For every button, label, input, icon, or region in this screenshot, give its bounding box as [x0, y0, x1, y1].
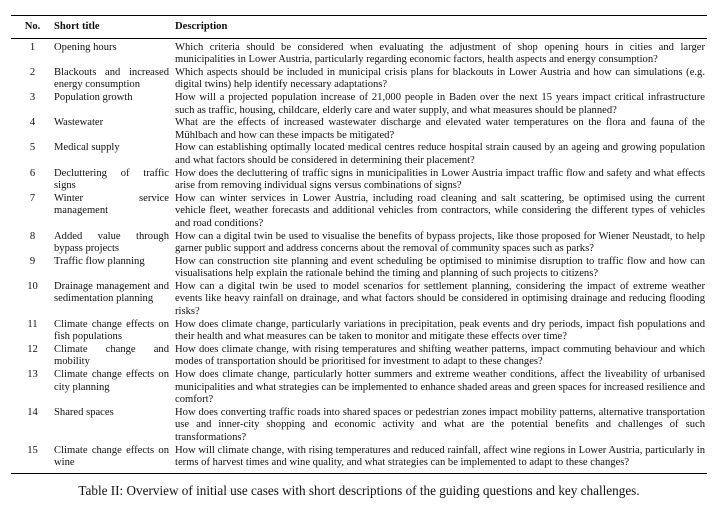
row-number: 8 [29, 230, 36, 242]
table-row [11, 231, 707, 256]
row-description: How can winter services in Lower Austria, including road cleaning and salt scattering, be optimised using the current vehicle fleet, weather forecasts and additional vehicles from contractors, while considering the different types of vehicles and road conditions? [175, 192, 705, 229]
row-short-title: Wastewater [54, 117, 104, 129]
row-short-title: Medical supply [54, 142, 120, 154]
table-row [11, 38, 707, 67]
row-number: 4 [29, 117, 36, 129]
table-row [11, 407, 707, 445]
table-row [11, 256, 707, 281]
table-header [11, 16, 707, 39]
row-description: How can construction site planning and event scheduling be optimised to minimise disruption to traffic flow and how can visualisations help explain the rationale behind the timing and planning of such projects to citizens? [175, 255, 705, 280]
row-number: 12 [27, 343, 38, 355]
row-short-title: Shared spaces [54, 406, 114, 418]
header-no: No. [24, 21, 41, 32]
table-row [11, 369, 707, 407]
table-row [11, 67, 707, 92]
table-row [11, 193, 707, 231]
row-number: 14 [27, 406, 38, 418]
row-short-title: Climate change and mobility [54, 343, 169, 368]
row-short-title: Drainage management and sedimentation planning [54, 280, 169, 305]
row-short-title: Climate change effects on wine [54, 444, 169, 469]
row-description: How does converting traffic roads into shared spaces or pedestrian zones impact mobility patterns, alternative transportation use and inner-city shopping and economic activity and what are the potential benefits and challenges of such transformations? [175, 406, 705, 443]
use-cases-table [11, 15, 707, 474]
row-short-title: Decluttering of traffic signs [54, 167, 169, 192]
row-number: 15 [27, 444, 38, 456]
row-number: 10 [27, 280, 38, 292]
row-description: What are the effects of increased wastewater discharge and elevated water temperatures on the flora and fauna of the Mühlbach and how can these impacts be mitigated? [175, 117, 705, 141]
row-description: How will climate change, with rising temperatures and reduced rainfall, affect wine regions in Lower Austria, particularly in terms of harvest times and wine quality, and what strategies can be implemented to adapt to these changes? [175, 444, 705, 469]
use-cases-table-container [11, 15, 707, 474]
header-row [11, 16, 707, 39]
row-number: 7 [29, 192, 36, 204]
table-row [11, 168, 707, 193]
row-description: How does the decluttering of traffic signs in municipalities in Lower Austria impact traffic flow and safety and what effects arise from removing individual signs versus combinations of signs? [175, 167, 705, 192]
table-row [11, 445, 707, 474]
row-description: How does climate change, particularly variations in precipitation, peak events and dry periods, impact fish populations and their health and what measures can be taken to monitor and mitigate these effects over time? [175, 318, 705, 343]
row-number: 6 [29, 167, 36, 179]
row-short-title: Blackouts and increased energy consumption [54, 66, 169, 91]
header-short-title: Short title [54, 21, 100, 32]
row-short-title: Traffic flow planning [54, 255, 145, 267]
table-row [11, 281, 707, 319]
table-row [11, 92, 707, 117]
header-description: Description [175, 21, 228, 32]
row-description: How can a digital twin be used to model scenarios for settlement planning, considering the impact of extreme weather events like heavy rainfall on drainage, and what factors should be considered in optimising drainage and reducing flooding risks? [175, 280, 705, 318]
row-description: How does climate change, particularly hotter summers and extreme weather conditions, affect the liveability of urbanised municipalities and what strategies can be implemented to enhance shaded areas and green spaces for increased resilience and comfort? [175, 369, 705, 406]
row-short-title: Opening hours [54, 41, 117, 53]
table-row [11, 142, 707, 167]
row-short-title: Climate change effects on city planning [54, 369, 169, 393]
row-short-title: Added value through bypass projects [54, 230, 169, 255]
table-row [11, 117, 707, 142]
row-number: 2 [29, 66, 36, 78]
row-description: How can establishing optimally located medical centres reduce hospital strain caused by an ageing and growing population and what factors should be considered in determining their placement? [175, 142, 705, 166]
row-number: 11 [27, 318, 38, 330]
row-description: How can a digital twin be used to visualise the benefits of bypass projects, like those proposed for Wiener Neustadt, to help garner public support and address concerns about the removal of community spaces such as parks? [175, 230, 705, 255]
table-row [11, 344, 707, 369]
row-number: 5 [29, 142, 36, 154]
row-short-title: Winter service management [54, 192, 169, 217]
row-short-title: Climate change effects on fish populations [54, 318, 169, 343]
table-body [11, 38, 707, 473]
row-description: Which criteria should be considered when evaluating the adjustment of shop opening hours in cities and larger municipalities in Lower Austria, particularly regarding economic factors, health aspects and energy consumption? [175, 41, 705, 66]
table-caption: Table II: Overview of initial use cases with short descriptions of the guiding questions and key challenges. [78, 483, 640, 498]
row-number: 13 [27, 369, 38, 381]
row-description: How will a projected population increase of 21,000 people in Baden over the next 15 years impact critical infrastructure such as traffic, housing, childcare, elderly care and water supply, and what measures should be planned? [175, 91, 705, 116]
row-short-title: Population growth [54, 91, 133, 103]
table-row [11, 319, 707, 344]
row-number: 9 [29, 255, 36, 267]
row-number: 1 [29, 41, 36, 53]
row-description: Which aspects should be included in municipal crisis plans for blackouts in Lower Austria and how can simulations (e.g. digital twins) help identify necessary adaptations? [175, 66, 705, 91]
row-number: 3 [29, 91, 36, 103]
row-description: How does climate change, with rising temperatures and shifting weather patterns, impact commuting behaviour and which modes of transportation should be prioritised for investment to adapt to these changes? [175, 343, 705, 368]
